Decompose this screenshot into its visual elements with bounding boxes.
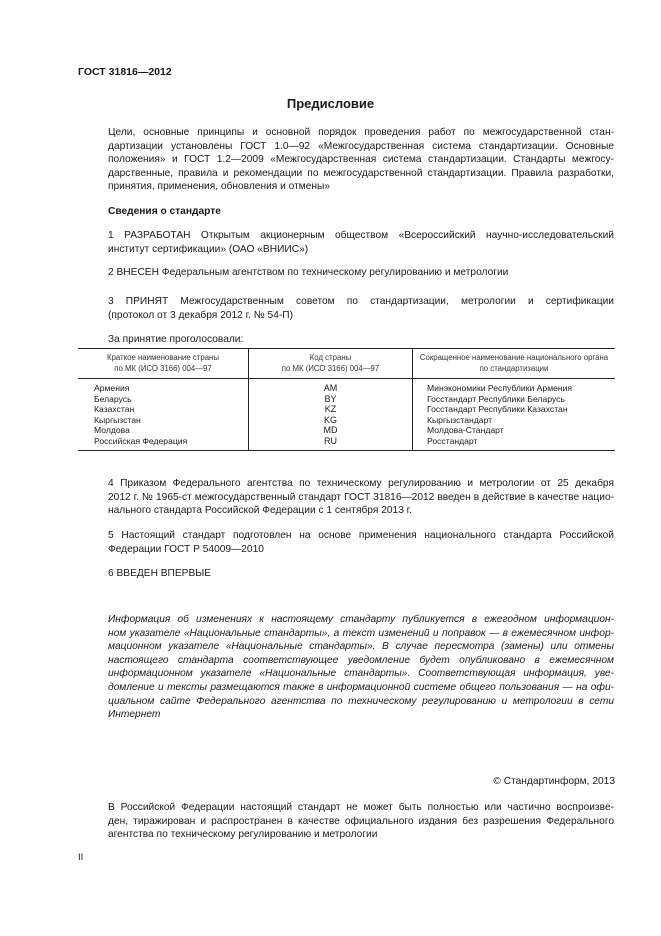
item-1: [78, 229, 614, 256]
country-cell: Армения: [94, 383, 130, 393]
intro-paragraph: [78, 126, 614, 194]
country-cell: Казахстан: [94, 404, 135, 415]
rights-line: агентства по техническому регулированию и метрологии: [108, 829, 378, 841]
item-3: [78, 295, 614, 322]
item-4: [78, 477, 614, 518]
rights-notice: [78, 801, 614, 842]
table-row: [78, 394, 615, 405]
table-row: [78, 404, 615, 415]
item-1-line: 1 РАЗРАБОТАН Открытым акционерным обществом «Всероссийский научно-исследовательский: [108, 230, 614, 241]
item-2: 2 ВНЕСЕН Федеральным агентством по техническому регулированию и метрологии: [108, 267, 509, 278]
info-line: мационном указателе «Национальные стандарты». В случае пересмотра (замены) или отмены: [108, 641, 614, 653]
intro-line: положения» и ГОСТ 1.2—2009 «Межгосударственная система стандартизации. Стандарты межгосу-: [108, 154, 614, 166]
item-3-line: 3 ПРИНЯТ Межгосударственным советом по стандартизации, метрологии и сертификации: [108, 296, 614, 307]
country-cell: Молдова: [94, 425, 130, 436]
item-5-line: 5 Настоящий стандарт подготовлен на основе применения национального стандарта Российской: [108, 530, 614, 541]
code-cell: BY: [249, 394, 413, 405]
rights-line: В Российской Федерации настоящий стандарт не может быть полностью или частично воспроизве-: [108, 802, 614, 813]
page-title: Предисловие: [286, 96, 375, 111]
info-notice: [78, 613, 614, 722]
page-number: II: [78, 852, 84, 863]
code-cell: MD: [249, 425, 413, 436]
vote-label: За принятие проголосовали:: [108, 334, 244, 345]
intro-line: дартизации установлены ГОСТ 1.0—92 «Межгосударственная система стандартизации. Основные: [108, 140, 614, 152]
body-cell: Молдова-Стандарт: [413, 425, 616, 436]
info-line: домление и тексты размещаются также в информационной системе общего пользования — на офи-: [108, 681, 614, 693]
info-line: циальном сайте Федерального агентства по техническому регулированию и метрологии в сети: [108, 695, 614, 707]
body-cell: Кыргызстандарт: [413, 415, 616, 426]
item-5-line: Федерации ГОСТ Р 54009—2010: [108, 543, 264, 555]
country-cell: Беларусь: [94, 393, 132, 404]
table-row: [78, 415, 615, 426]
item-4-line: 2012 г. № 1965-ст межгосударственный стандарт ГОСТ 31816—2012 введен в действие в качестве нацио-: [108, 491, 614, 503]
body-cell: Росстандарт: [413, 436, 616, 450]
body-cell: Минэкономики Республики Армения: [413, 379, 616, 394]
item-1-line: институт сертификации» (ОАО «ВНИИС»): [108, 243, 309, 255]
column-header-code: Код страны по МК (ИСО 3166) 004—97: [249, 349, 413, 379]
info-line: информационном указателе «Национальные стандарты». Соответствующая информация, уве-: [108, 668, 614, 680]
body-cell: Госстандарт Республики Беларусь: [413, 394, 616, 405]
item-5: [78, 529, 614, 556]
voting-table: [78, 348, 615, 451]
intro-line: Цели, основные принципы и основной порядок проведения работ по межгосударственной стан-: [108, 127, 614, 138]
table-row: [78, 436, 615, 450]
item-3-line: (протокол от 3 декабря 2012 г. № 54-П): [108, 309, 293, 321]
section-heading: Сведения о стандарте: [108, 206, 221, 217]
column-header-country: Краткое наименование страны по МК (ИСО 3166) 004—97: [78, 349, 249, 379]
info-line: ном указателе «Национальные стандарты», а текст изменений и поправок — в ежемесячном инфор-: [108, 627, 614, 639]
item-4-line: 4 Приказом Федерального агентства по техническому регулированию и метрологии от 25 декабря: [108, 478, 614, 489]
column-header-body: Сокращенное наименование национального органа по стандартизации: [413, 349, 616, 379]
body-cell: Госстандарт Республики Казахстан: [413, 404, 616, 415]
rights-line: ден, тиражирован и распространен в качестве официального издания без разрешения Федерального: [108, 815, 614, 827]
code-cell: KG: [249, 415, 413, 426]
table-header-row: [78, 349, 615, 379]
info-line: Интернет: [108, 709, 161, 721]
code-cell: KZ: [249, 404, 413, 415]
code-cell: AM: [249, 379, 413, 394]
copyright: © Стандартинформ, 2013: [493, 776, 615, 787]
code-cell: RU: [249, 436, 413, 450]
country-cell: Кыргызстан: [94, 414, 141, 425]
info-line: настоящего стандарта соответствующее уведомление будет опубликовано в ежемесячном: [108, 654, 614, 666]
item-6: 6 ВВЕДЕН ВПЕРВЫЕ: [108, 568, 212, 579]
document-header: ГОСТ 31816—2012: [78, 66, 172, 78]
info-line: Информация об изменениях к настоящему стандарту публикуется в ежегодном информацион-: [108, 614, 614, 625]
intro-line: принятия, применения, обновления и отмены»: [108, 181, 331, 193]
country-cell: Российская Федерация: [78, 436, 249, 450]
item-4-line: нального стандарта Российской Федерации с 1 сентября 2013 г.: [108, 505, 412, 517]
table-row: [78, 379, 615, 394]
intro-line: дарственные, правила и рекомендации по межгосударственной стандартизации. Правила разработки,: [108, 167, 614, 179]
table-row: [78, 425, 615, 436]
